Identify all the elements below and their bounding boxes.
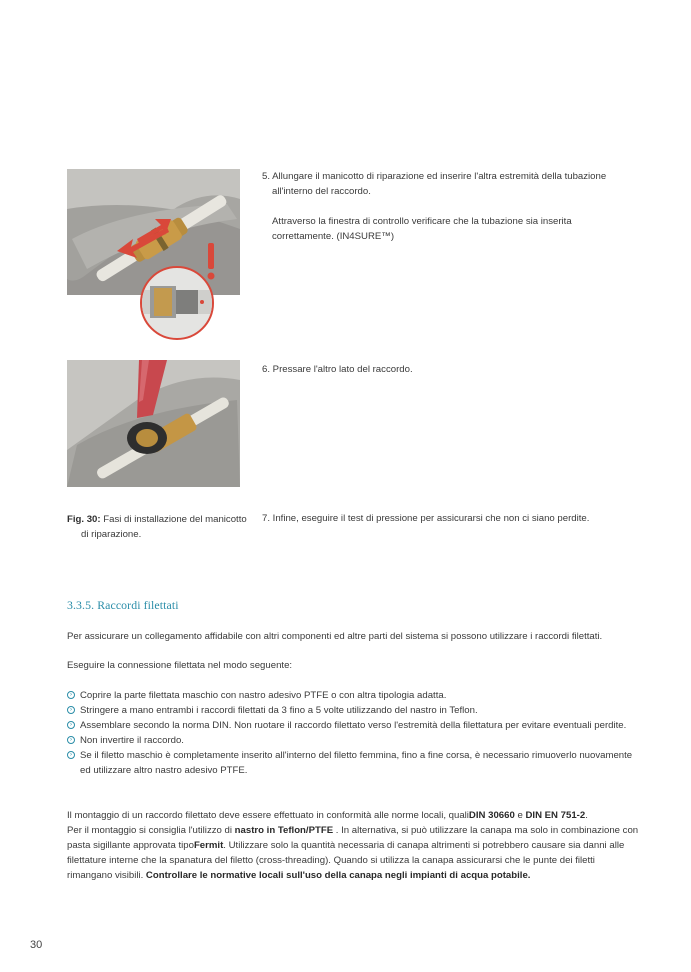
list-item: › Se il filetto maschio è completamente inserito all'interno del filetto femmina, fino a fine corsa, è necessario rimuoverlo nuovamente ed utilizzare altro nastro adesivo PTFE. [67,748,639,778]
step-7-text: 7. Infine, eseguire il test di pressione per assicurarsi che non ci siano perdite. [262,513,590,524]
arrow-circle-icon: › [67,751,75,759]
caption-label: Fig. 30: [67,514,101,525]
step-5 [262,169,632,244]
step-5-text: 5. Allungare il manicotto di riparazione ed inserire l'altra estremità della tubazione all'interno del raccordo. [262,171,607,197]
arrow-circle-icon: › [67,736,75,744]
section-lead: Eseguire la connessione filettata nel modo seguente: [67,660,293,671]
fermit-brand: Fermit [193,840,224,851]
page-number: 30 [30,939,43,951]
step-7 [262,511,632,526]
norm-din-30660: DIN 30660 [468,810,515,821]
section-title: 3.3.5. Raccordi filettati [67,598,179,612]
caption-text: Fasi di installazione del manicotto di riparazione. [81,514,247,540]
norm-din-en-751-2: DIN EN 751-2 [525,810,586,821]
instruction-list [67,688,639,778]
section-intro: Per assicurare un collegamento affidabile con altri componenti ed altre parti del sistema si possono utilizzare i raccordi filettati. [67,631,603,642]
installation-photo-2 [67,360,240,487]
figure-caption [67,512,247,542]
arrow-circle-icon: › [67,721,75,729]
arrow-circle-icon: › [67,691,75,699]
arrow-circle-icon: › [67,706,75,714]
control-window-zoom [140,266,214,340]
list-item: › Non invertire il raccordo. [67,733,639,748]
list-item: › Stringere a mano entrambi i raccordi filettati da 3 fino a 5 volte utilizzando del nastro in Teflon. [67,703,639,718]
hemp-warning: Controllare le normative locali sull'uso della canapa negli impianti di acqua potabile. [145,870,531,881]
step-6 [262,362,632,377]
list-item: › Assemblare secondo la norma DIN. Non ruotare il raccordo filettato verso l'estremità della filettatura per evitare eventuali perdite. [67,718,639,733]
list-item: › Coprire la parte filettata maschio con nastro adesivo PTFE o con altra tipologia adatta. [67,688,639,703]
closing-paragraph: Il montaggio di un raccordo filettato deve essere effettuato in conformità alle norme locali, qualiDIN 30660 e DIN EN 751-2. Per il montaggio si consiglia l'utilizzo di nastro in Teflon/PTFE . In alternativa, si può utilizzare la canapa ma solo in combinazione con pasta sigillante approvata tipoFermit. Utilizzare solo la quantità necessaria di canapa altrimenti si potrebbero causare sia danni alle filettature interne che la spanatura del filetto (cross-threading). Quando si utilizza la canapa assicurarsi che le punte dei filetti rimangano visibili. Controllare le normative locali sull'uso della canapa negli impianti di acqua potabile. [67,810,639,881]
step-5-note: Attraverso la finestra di controllo verificare che la tubazione sia inserita correttamente. (IN4SURE™) [272,216,572,242]
teflon-tape: nastro in Teflon/PTFE [234,825,334,836]
step-6-text: 6. Pressare l'altro lato del raccordo. [262,364,413,375]
